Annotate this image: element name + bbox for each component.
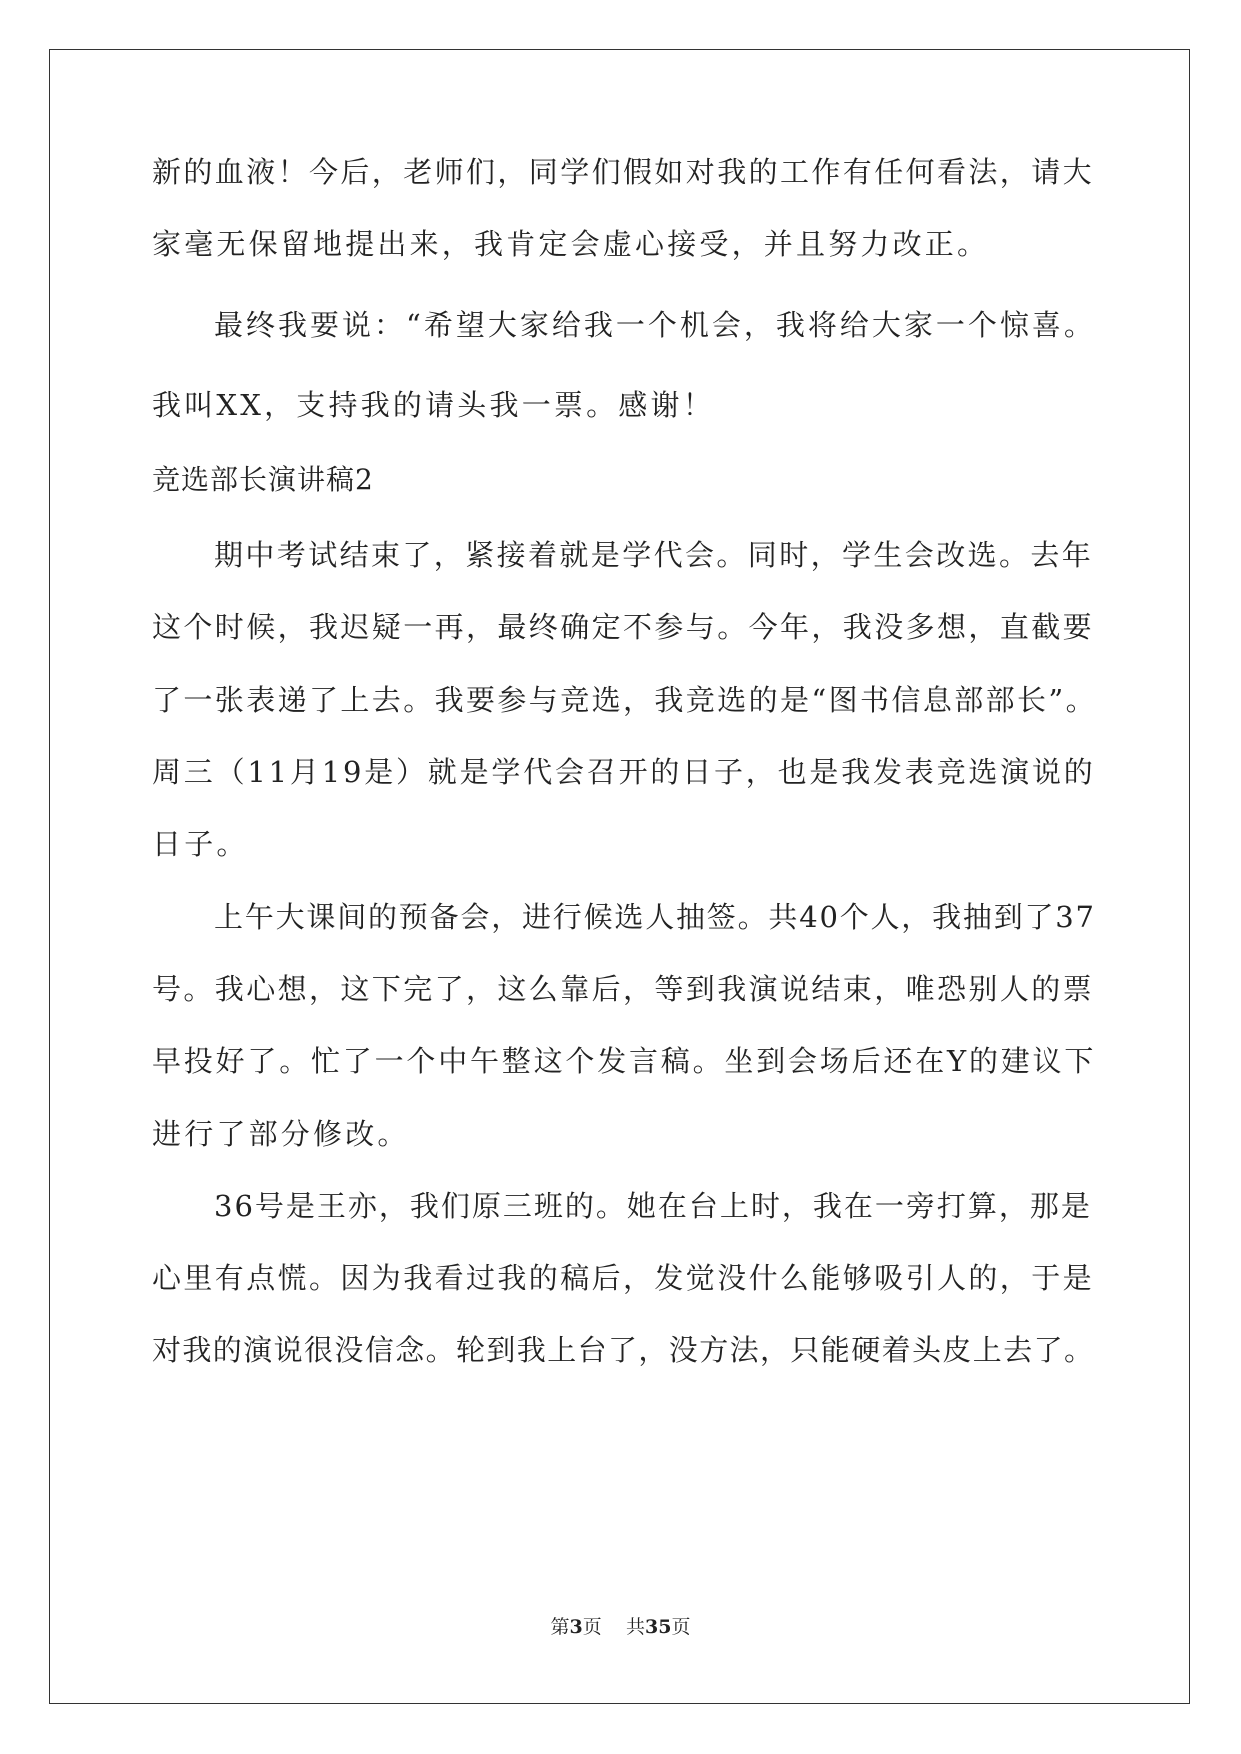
section-heading: 竞选部长演讲稿2 [152, 463, 374, 496]
paragraph-line: 周三（11月19是）就是学代会召开的日子，也是我发表竞选演说的 [152, 755, 1096, 789]
paragraph-line: 早投好了。忙了一个中午整这个发言稿。坐到会场后还在Y的建议下 [152, 1044, 1097, 1078]
page-prefix: 第 [550, 1616, 570, 1638]
page-suffix: 页 [582, 1616, 602, 1638]
paragraph-line: 期中考试结束了，紧接着就是学代会。同时，学生会改选。去年 [214, 538, 1094, 572]
total-pages: 35 [644, 1616, 672, 1638]
page-number: 3 [569, 1616, 583, 1638]
paragraph-line: 心里有点慌。因为我看过我的稿后，发觉没什么能够吸引人的，于是 [152, 1261, 1095, 1295]
paragraph-line: 新的血液！今后，老师们，同学们假如对我的工作有任何看法，请大 [152, 155, 1095, 189]
paragraph-line: 上午大课间的预备会，进行候选人抽签。共40个人，我抽到了37 [214, 900, 1096, 934]
paragraph-line: 最终我要说：“希望大家给我一个机会，我将给大家一个惊喜。 [214, 308, 1096, 342]
page-border [49, 49, 1190, 1704]
paragraph-line: 36号是王亦，我们原三班的。她在台上时，我在一旁打算，那是 [214, 1189, 1092, 1223]
paragraph-line: 日子。 [152, 827, 249, 861]
paragraph-line: 家毫无保留地提出来，我肯定会虚心接受，并且努力改正。 [152, 227, 990, 261]
total-prefix: 共 [625, 1616, 645, 1638]
page-footer [0, 1615, 1241, 1639]
paragraph-line: 对我的演说很没信念。轮到我上台了，没方法，只能硬着头皮上去了。 [152, 1333, 1095, 1367]
paragraph-line: 号。我心想，这下完了，这么靠后，等到我演说结束，唯恐别人的票 [152, 972, 1095, 1006]
paragraph-line: 了一张表递了上去。我要参与竞选，我竞选的是“图书信息部部长”。 [152, 683, 1098, 717]
paragraph-line: 这个时候，我迟疑一再，最终确定不参与。今年，我没多想，直截要 [152, 610, 1095, 644]
paragraph-line: 我叫XX，支持我的请头我一票。感谢！ [152, 388, 715, 422]
total-suffix: 页 [671, 1616, 691, 1638]
paragraph-line: 进行了部分修改。 [152, 1117, 410, 1151]
